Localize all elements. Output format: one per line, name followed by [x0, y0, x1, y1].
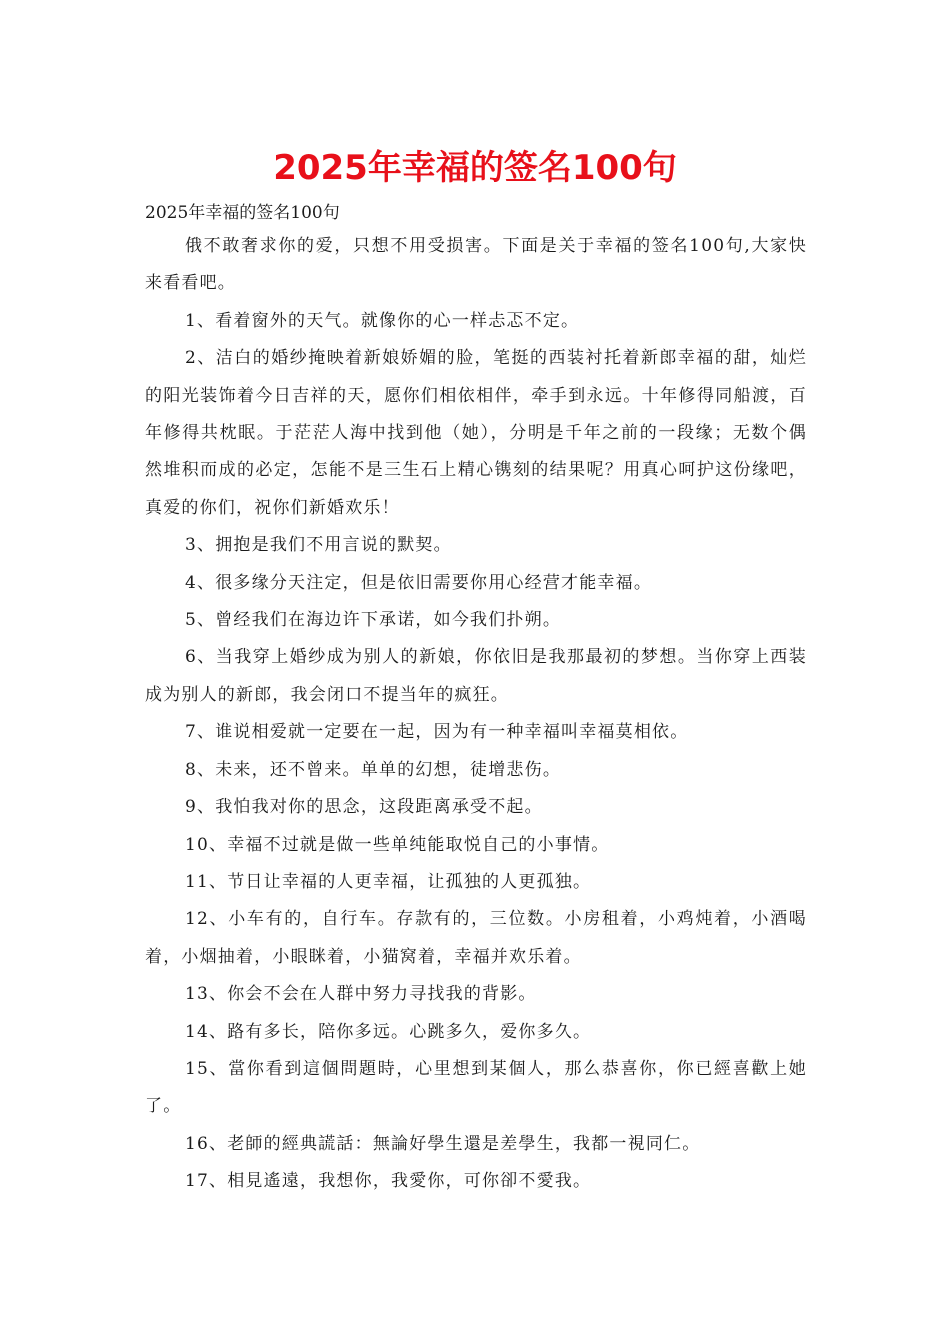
document-body	[145, 200, 807, 1201]
list-item: 9、我怕我对你的思念，这段距离承受不起。	[185, 797, 543, 818]
list-item: 3、拥抱是我们不用言说的默契。	[185, 535, 452, 556]
list-item: 7、谁说相爱就一定要在一起，因为有一种幸福叫幸福莫相依。	[185, 722, 689, 743]
document-subtitle: 2025年幸福的签名100句	[145, 203, 340, 223]
list-item: 6、当我穿上婚纱成为别人的新娘，你依旧是我那最初的梦想。当你穿上西装成为别人的新郎，我会闭口不提当年的疯狂。	[145, 647, 807, 705]
list-item: 8、未来，还不曾来。单单的幻想，徒增悲伤。	[185, 759, 562, 780]
document-title: 2025年幸福的签名100句	[273, 148, 677, 188]
list-item: 13、你会不会在人群中努力寻找我的背影。	[185, 984, 537, 1005]
list-item: 4、很多缘分天注定，但是依旧需要你用心经营才能幸福。	[185, 572, 653, 593]
list-item: 12、小车有的，自行车。存款有的，三位数。小房租着，小鸡炖着，小酒喝着，小烟抽着，小眼眯着，小猫窝着，幸福并欢乐着。	[145, 909, 807, 967]
list-item: 14、路有多长，陪你多远。心跳多久，爱你多久。	[185, 1021, 592, 1042]
list-item: 10、幸福不过就是做一些单纯能取悦自己的小事情。	[185, 834, 610, 855]
list-item: 5、曾经我们在海边许下承诺，如今我们扑朔。	[185, 610, 562, 631]
list-item: 16、老師的經典謊話：無論好學生還是差學生，我都一視同仁。	[185, 1133, 701, 1154]
list-item: 11、节日让幸福的人更幸福，让孤独的人更孤独。	[185, 871, 592, 892]
intro-paragraph: 俄不敢奢求你的爱，只想不用受损害。下面是关于幸福的签名100句,大家快来看看吧。	[145, 236, 807, 294]
list-item: 17、相見遙遠，我想你，我愛你，可你卻不愛我。	[185, 1171, 592, 1192]
list-item: 2、洁白的婚纱掩映着新娘娇媚的脸，笔挺的西装衬托着新郎幸福的甜，灿烂的阳光装饰着今日吉祥的天，愿你们相依相伴，牵手到永远。十年修得同船渡，百年修得共枕眠。于茫茫人海中找到他（她），分明是千年之前的一段缘；无数个偶然堆积而成的必定，怎能不是三生石上精心镌刻的结果呢？用真心呵护这份缘吧，真爱的你们，祝你们新婚欢乐！	[145, 348, 807, 518]
list-item: 1、看着窗外的天气。就像你的心一样忐忑不定。	[185, 310, 580, 331]
list-item: 15、當你看到這個問題時，心里想到某個人，那么恭喜你，你已經喜歡上她了。	[145, 1058, 807, 1117]
